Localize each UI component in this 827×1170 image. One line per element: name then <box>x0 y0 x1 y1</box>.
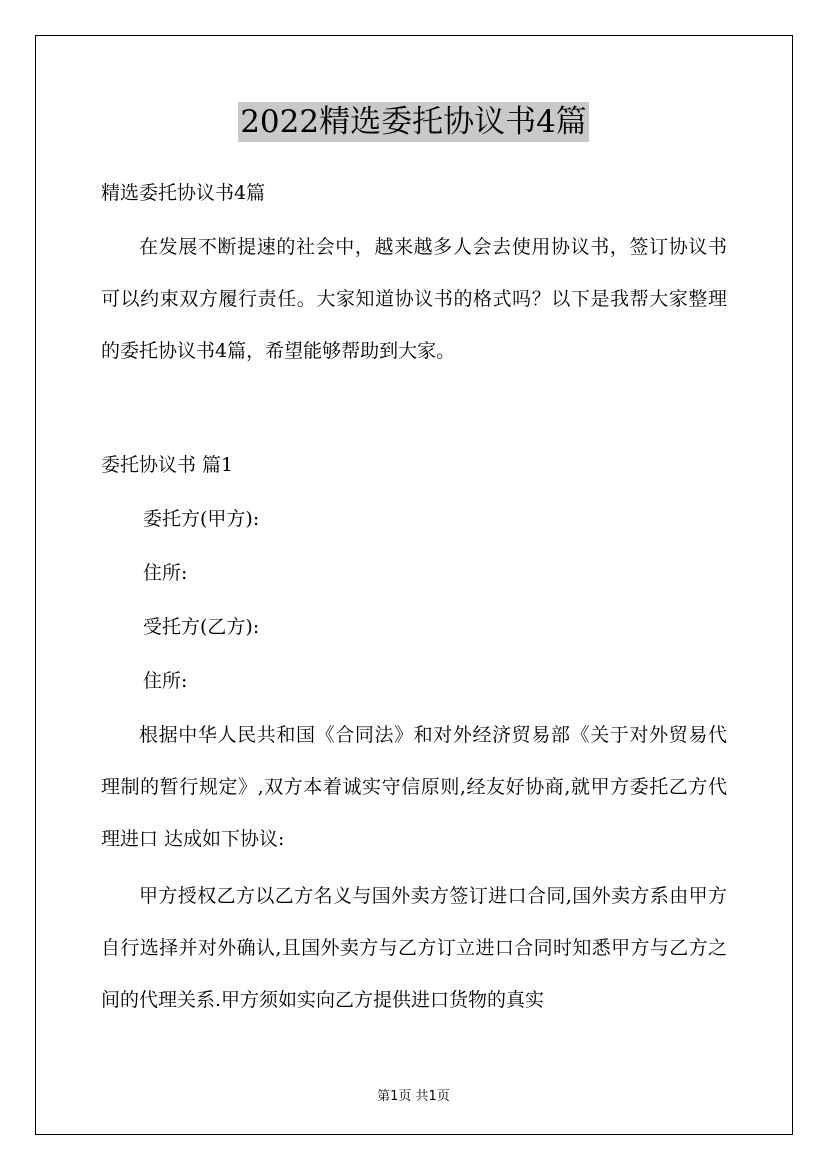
document-title: 2022精选委托协议书4篇 <box>240 104 587 140</box>
party-a-address-label: 住所: <box>143 562 188 584</box>
title-container <box>0 102 827 142</box>
party-b-label: 受托方(乙方): <box>143 616 260 638</box>
authorization-paragraph: 甲方授权乙方以乙方名义与国外卖方签订进口合同,国外卖方系由甲方自行选择并对外确认,且国外卖方与乙方订立进口合同时知悉甲方与乙方之间的代理关系.甲方须如实向乙方提供进口货物的真实 <box>101 885 727 1011</box>
party-b-address-label: 住所: <box>143 670 188 692</box>
page-number-footer: 第1页 共1页 <box>377 1089 450 1104</box>
basis-paragraph: 根据中华人民共和国《合同法》和对外经济贸易部《关于对外贸易代理制的暂行规定》,双方本着诚实守信原则,经友好协商,就甲方委托乙方代理进口 达成如下协议: <box>101 724 727 850</box>
party-a-label: 委托方(甲方): <box>143 508 260 530</box>
intro-paragraph: 在发展不断提速的社会中，越来越多人会去使用协议书，签订协议书可以约束双方履行责任。大家知道协议书的格式吗？以下是我帮大家整理的委托协议书4篇，希望能够帮助到大家。 <box>101 236 727 362</box>
section-heading: 委托协议书 篇1 <box>101 454 234 476</box>
document-subtitle: 精选委托协议书4篇 <box>101 182 266 204</box>
